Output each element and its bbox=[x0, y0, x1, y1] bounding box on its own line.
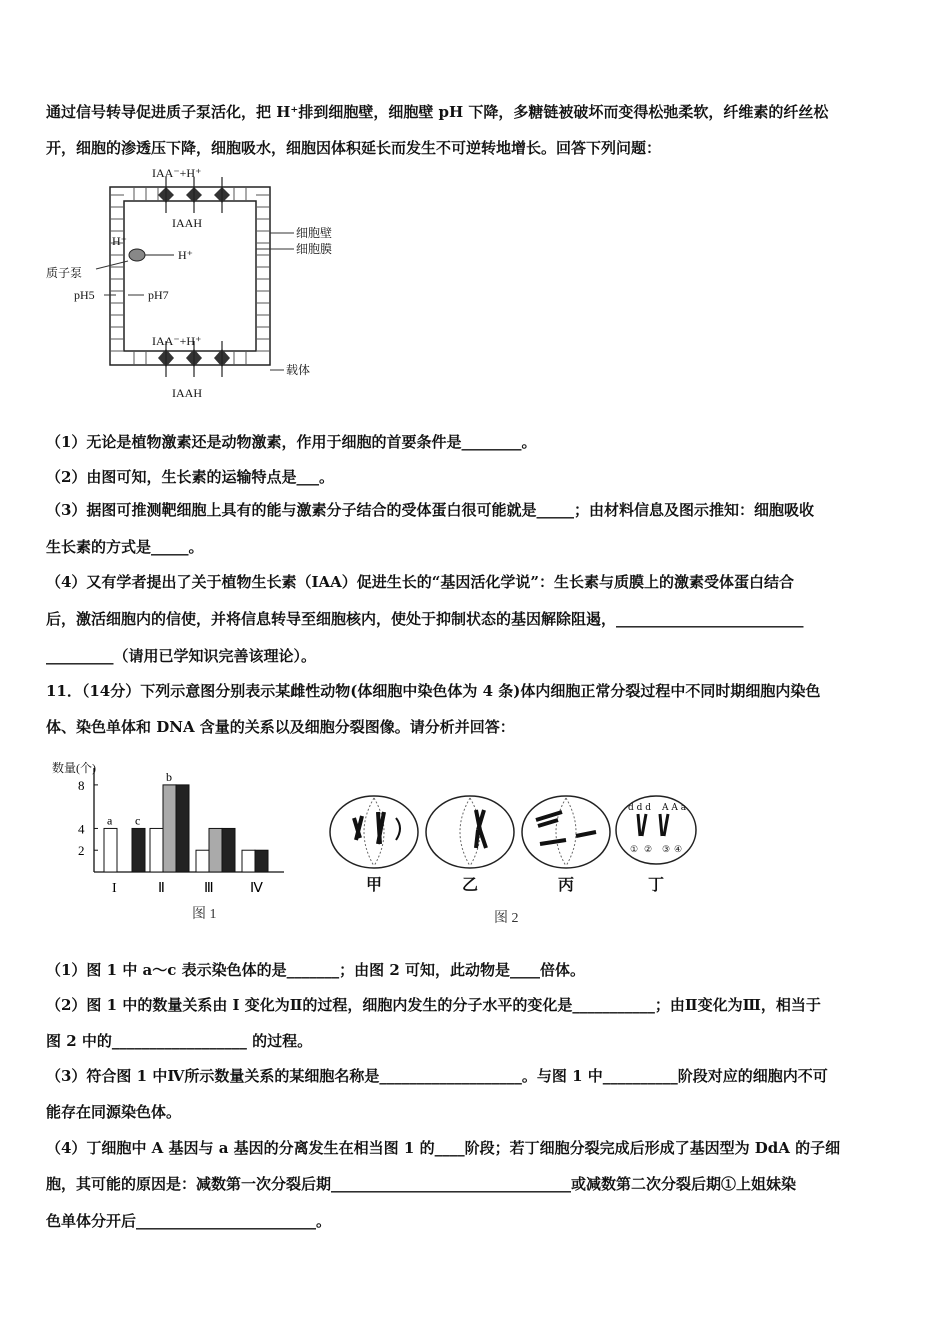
bar-a-0 bbox=[104, 828, 117, 872]
bar-a-3 bbox=[242, 850, 255, 872]
figure-1-chart bbox=[52, 760, 292, 930]
cell-wall-label: 细胞壁 bbox=[296, 226, 333, 240]
bar-label-b: b bbox=[166, 769, 172, 784]
x-category-3: Ⅳ bbox=[250, 881, 263, 896]
y-tick-label-2: 2 bbox=[78, 843, 85, 859]
label-leaders bbox=[96, 233, 294, 370]
cell-label-ding: 丁 bbox=[648, 877, 665, 894]
q10-1: （1）无论是植物激素还是动物激素，作用于细胞的首要条件是________。 bbox=[46, 433, 537, 451]
cell-yi bbox=[426, 796, 514, 868]
bar-label-c: c bbox=[135, 813, 141, 828]
cell-label-jia: 甲 bbox=[366, 877, 383, 894]
figure-2-title: 图 2 bbox=[494, 911, 519, 926]
bottom-iaa-label: IAA⁻+H⁺ bbox=[152, 334, 202, 348]
cell-label-yi: 乙 bbox=[462, 877, 479, 894]
ph7-label: pH7 bbox=[148, 288, 169, 302]
chart-title: 图 1 bbox=[192, 907, 217, 922]
q11-1: （1）图 1 中 a～c 表示染色体的是_______；由图 2 可知，此动物是____倍体。 bbox=[46, 961, 585, 979]
q10-4a: （4）又有学者提出了关于植物生长素（IAA）促进生长的“基因活化学说”：生长素与质膜上的激素受体蛋白结合 bbox=[46, 573, 794, 591]
figure-2-cells bbox=[326, 790, 706, 930]
bar-c-2 bbox=[222, 828, 235, 872]
x-category-1: Ⅱ bbox=[158, 881, 165, 896]
q10-4b: 后，激活细胞内的信使，并将信息转导至细胞核内，使处于抑制状态的基因解除阻遏，_________________________ bbox=[46, 610, 804, 628]
ding-gene-d: d d d bbox=[628, 803, 652, 813]
q11-3b: 能存在同源染色体。 bbox=[46, 1103, 182, 1121]
ding-mark-4: ④ bbox=[674, 845, 683, 855]
ding-mark-3: ③ bbox=[662, 845, 671, 855]
q11-2b: 图 2 中的__________________ 的过程。 bbox=[46, 1032, 313, 1050]
proton-pump-label: 质子泵 bbox=[46, 266, 83, 280]
cell-membrane-label: 细胞膜 bbox=[296, 242, 333, 256]
bar-b-2 bbox=[209, 828, 222, 872]
q11-head-2: 体、染色单体和 DNA 含量的关系以及细胞分裂图像。请分析并回答： bbox=[46, 718, 515, 736]
q11-2a: （2）图 1 中的数量关系由 I 变化为Ⅱ的过程，细胞内发生的分子水平的变化是___________；由Ⅱ变化为Ⅲ，相当于 bbox=[46, 996, 821, 1014]
cell-label-bing: 丙 bbox=[558, 877, 575, 894]
proton-pump bbox=[129, 249, 145, 261]
bar-label-a: a bbox=[107, 813, 113, 828]
h-plus-inside: H⁺ bbox=[178, 248, 193, 262]
ding-mark-1: ① bbox=[630, 845, 639, 855]
ph5-label: pH5 bbox=[74, 288, 95, 302]
q10-3b: 生长素的方式是_____。 bbox=[46, 538, 204, 556]
q11-4c: 色单体分开后________________________。 bbox=[46, 1212, 332, 1230]
x-category-0: I bbox=[112, 881, 117, 896]
cell-ding bbox=[616, 796, 696, 864]
cell-diagram bbox=[44, 165, 374, 410]
q11-head-1: 11．（14分）下列示意图分别表示某雌性动物(体细胞中染色体为 4 条)体内细胞正常分裂过程中不同时期细胞内染色 bbox=[46, 682, 821, 700]
q10-4c: _________（请用已学知识完善该理论）。 bbox=[46, 647, 317, 665]
q11-3a: （3）符合图 1 中Ⅳ所示数量关系的某细胞名称是___________________。与图 1 中__________阶段对应的细胞内不可 bbox=[46, 1067, 828, 1085]
ding-mark-2: ② bbox=[644, 845, 653, 855]
bottom-iaah-label: IAAH bbox=[172, 386, 202, 400]
ding-gene-a: A A a bbox=[662, 803, 687, 813]
y-tick-label-8: 8 bbox=[78, 777, 85, 793]
chart-ylabel: 数量(个) bbox=[52, 761, 96, 775]
intro-line-2: 开，细胞的渗透压下降，细胞吸水，细胞因体积延长而发生不可逆转地增长。回答下列问题： bbox=[46, 139, 662, 157]
q11-4b: 胞，其可能的原因是：减数第一次分裂后期________________________________或减数第二次分裂后期①上姐妹染 bbox=[46, 1175, 797, 1193]
bar-c-1 bbox=[176, 785, 189, 872]
q10-2: （2）由图可知，生长素的运输特点是___。 bbox=[46, 468, 334, 486]
bar-a-2 bbox=[196, 850, 209, 872]
carrier-label: 载体 bbox=[286, 363, 311, 377]
x-category-2: Ⅲ bbox=[204, 881, 214, 896]
q10-3a: （3）据图可推测靶细胞上具有的能与激素分子结合的受体蛋白很可能就是_____；由材料信息及图示推知：细胞吸收 bbox=[46, 501, 814, 519]
bar-c-3 bbox=[255, 850, 268, 872]
cell-bing bbox=[522, 796, 610, 868]
q11-4a: （4）丁细胞中 A 基因与 a 基因的分离发生在相当图 1 的____阶段；若丁细胞分裂完成后形成了基因型为 DdA 的子细 bbox=[46, 1139, 841, 1157]
bar-c-0 bbox=[132, 828, 145, 872]
y-tick-label-4: 4 bbox=[78, 821, 85, 837]
intro-line-1: 通过信号转导促进质子泵活化，把 H⁺排到细胞壁，细胞壁 pH 下降，多糖链被破坏而变得松弛柔软，纤维素的纤丝松 bbox=[46, 103, 829, 121]
top-iaa-label: IAA⁻+H⁺ bbox=[152, 166, 202, 180]
cell-jia bbox=[330, 796, 418, 868]
top-iaah-label: IAAH bbox=[172, 216, 202, 230]
bar-b-1 bbox=[163, 785, 176, 872]
h-plus-outside: H⁺ bbox=[112, 234, 127, 248]
bar-a-1 bbox=[150, 828, 163, 872]
